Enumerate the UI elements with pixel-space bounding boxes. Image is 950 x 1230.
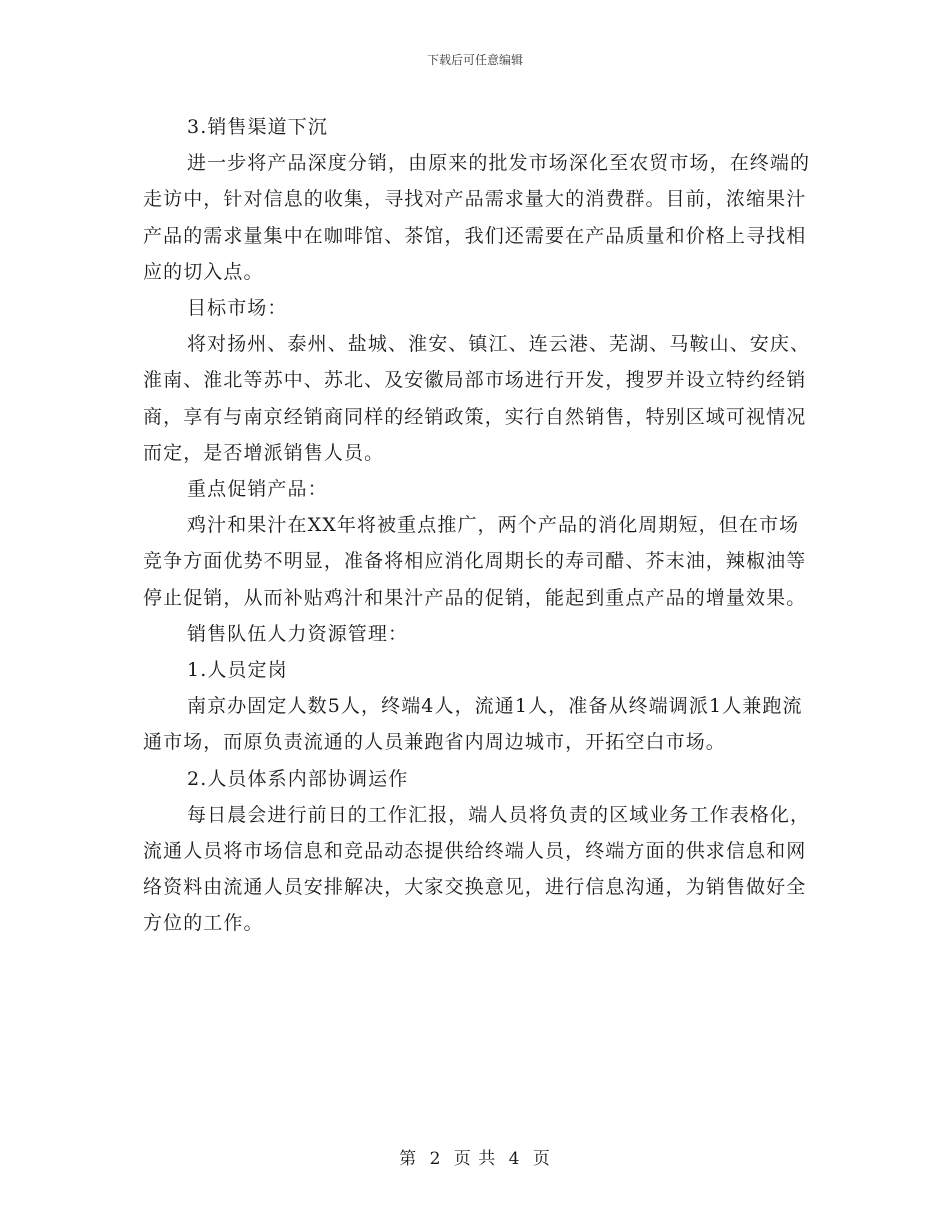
heading-key-products: 重点促销产品： — [187, 478, 328, 501]
page-number — [0, 1148, 950, 1170]
heading-hr-management: 销售队伍人力资源管理： — [187, 622, 409, 645]
heading-sales-channel: 3.销售渠道下沉 — [187, 116, 328, 138]
paragraph-distribution: 进一步将产品深度分销，由原来的批发市场深化至农贸市场，在终端的走访中，针对信息的收集，寻找对产品需求量大的消费群。目前，浓缩果汁产品的需求量集中在咖啡馆、茶馆，我们还需要在产品质量和价格上寻找相应的切入点。 — [143, 152, 811, 283]
heading-target-market: 目标市场： — [187, 297, 288, 320]
page-header-note: 下载后可任意编辑 — [426, 53, 523, 67]
paragraph-staffing: 南京办固定人数5人，终端4人，流通1人，准备从终端调派1人兼跑流通市场，而原负责流通的人员兼跑省内周边城市，开拓空白市场。 — [143, 695, 803, 754]
paragraph-coordination: 每日晨会进行前日的工作汇报，端人员将负责的区域业务工作表格化，流通人员将市场信息和竞品动态提供给终端人员，终端方面的供求信息和网络资料由流通人员安排解决，大家交换意见，进行信息沟通，为销售做好全方位的工作。 — [143, 803, 811, 935]
paragraph-key-products: 鸡汁和果汁在XX年将被重点推广，两个产品的消化周期短，但在市场竞争方面优势不明显，准备将相应消化周期长的寿司醋、芥末油，辣椒油等停止促销，从而补贴鸡汁和果汁产品的促销，能起到重点产品的增量效果。 — [143, 514, 807, 609]
page-prefix: 第 — [399, 1149, 418, 1169]
heading-staffing: 1.人员定岗 — [187, 659, 288, 682]
page-total: 4 — [508, 1149, 521, 1169]
page-current: 2 — [429, 1149, 442, 1169]
page-suffix: 页 — [532, 1149, 551, 1169]
heading-coordination: 2.人员体系内部协调运作 — [187, 767, 409, 790]
page-mid: 页 共 — [453, 1149, 497, 1169]
paragraph-target-market: 将对扬州、泰州、盐城、淮安、镇江、连云港、芜湖、马鞍山、安庆、淮南、淮北等苏中、苏北、及安徽局部市场进行开发，搜罗并设立特约经销商，享有与南京经销商同样的经销政策，实行自然销售，特别区域可视情况而定，是否增派销售人员。 — [143, 333, 811, 464]
document-body — [143, 109, 813, 942]
